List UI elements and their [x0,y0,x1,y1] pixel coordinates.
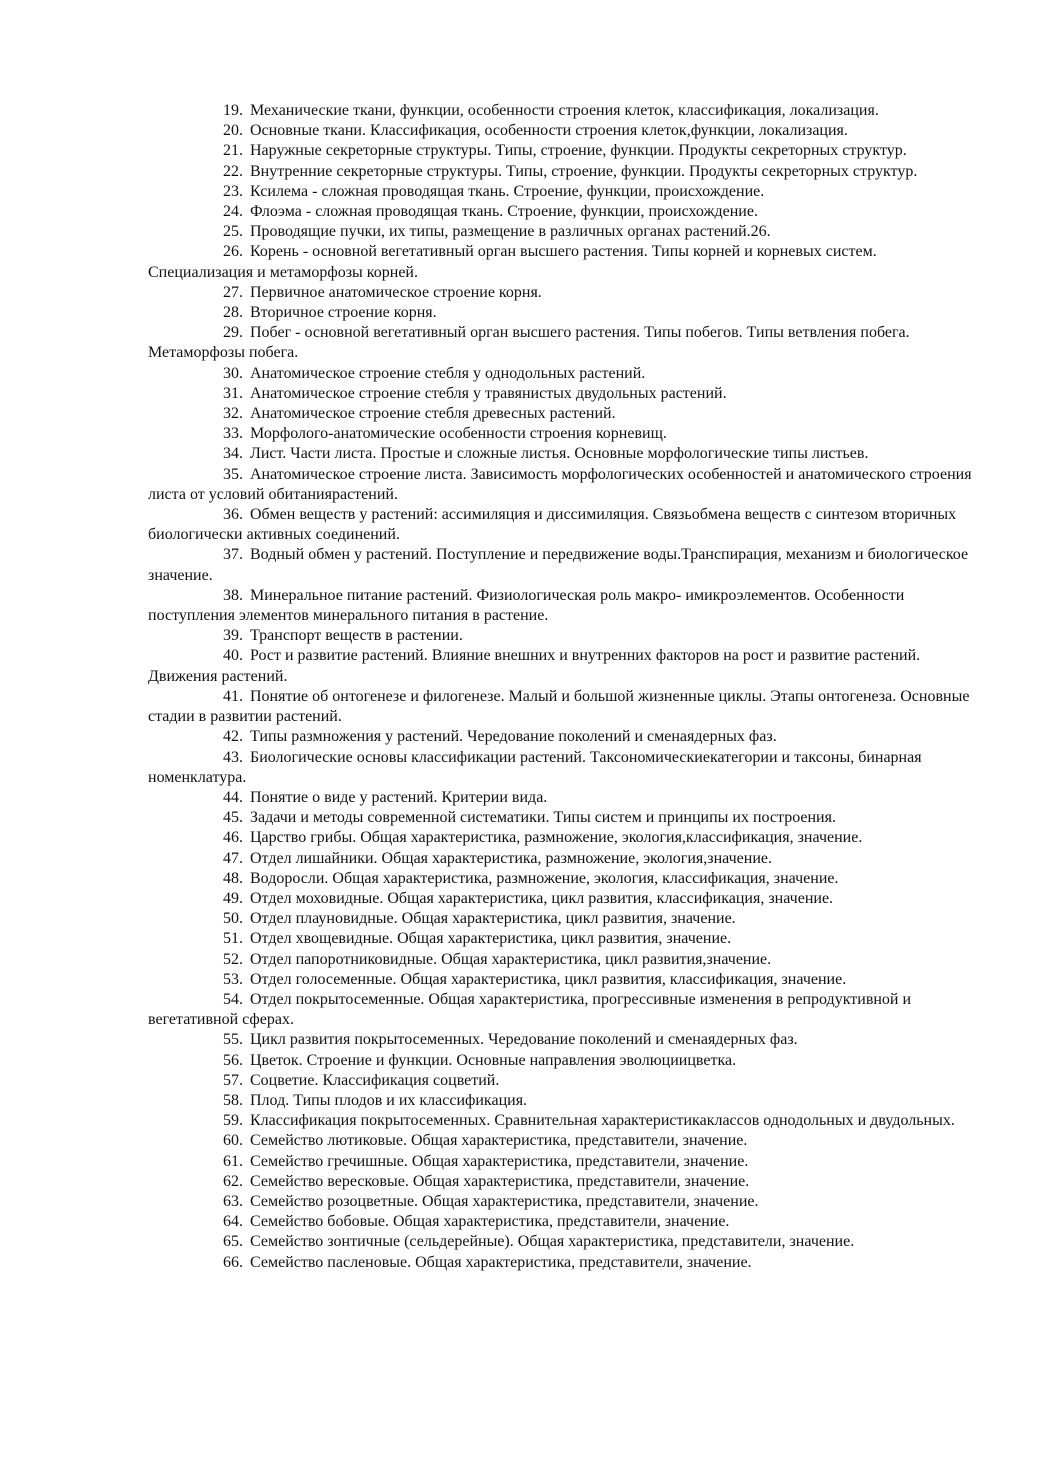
item-text: Семейство пасленовые. Общая характеристика, представители, значение. [250,1253,752,1271]
list-item [148,909,973,929]
item-number: 41. [223,687,243,705]
item-number: 50. [223,910,243,928]
list-item [148,162,973,182]
list-item [148,929,973,949]
item-text: Проводящие пучки, их типы, размещение в различных органах растений.26. [250,223,771,241]
item-number: 33. [223,425,243,443]
item-number: 28. [223,304,243,322]
list-item [148,384,973,404]
list-item [148,202,973,222]
item-text: Рост и развитие растений. Влияние внешних и внутренних факторов на рост и развитие растений. Движения растений. [148,647,921,685]
item-text: Семейство лютиковые. Общая характеристика, представители, значение. [250,1132,748,1150]
item-text: Цветок. Строение и функции. Основные направления эволюциицветка. [250,1051,737,1069]
list-item [148,545,973,585]
list-item [148,889,973,909]
item-text: Царство грибы. Общая характеристика, размножение, экология,классификация, значение. [250,829,863,847]
list-item [148,970,973,990]
item-text: Отдел голосеменные. Общая характеристика, цикл развития, классификация, значение. [250,970,847,988]
list-item [148,646,973,686]
list-item [148,141,973,161]
item-text: Обмен веществ у растений: ассимиляция и диссимиляция. Связьобмена веществ с синтезом вторичных биологически активных соединений. [148,506,957,544]
item-text: Внутренние секреторные структуры. Типы, строение, функции. Продукты секреторных структур. [250,162,918,180]
item-text: Цикл развития покрытосеменных. Чередование поколений и сменаядерных фаз. [250,1031,798,1049]
item-number: 61. [223,1152,243,1170]
item-number: 25. [223,223,243,241]
list-item [148,323,973,363]
item-text: Флоэма - сложная проводящая ткань. Строение, функции, происхождение. [250,203,758,221]
item-number: 23. [223,182,243,200]
item-number: 63. [223,1192,243,1210]
item-text: Плод. Типы плодов и их классификация. [250,1091,528,1109]
item-text: Понятие об онтогенезе и филогенезе. Малый и большой жизненные циклы. Этапы онтогенеза. Основные стадии в развитии растений. [148,687,970,726]
item-text: Биологические основы классификации растений. Таксономическиекатегории и таксоны, бинарная номенклатура. [148,748,922,786]
item-number: 29. [223,324,243,342]
item-text: Анатомическое строение листа. Зависимость морфологических особенностей и анатомического строения листа от условий обитаниярастений. [148,465,972,503]
item-number: 43. [223,748,243,766]
item-text: Механические ткани, функции, особенности строения клеток, классификация, локализация. [250,102,879,119]
item-number: 48. [223,869,243,887]
item-text: Отдел хвощевидные. Общая характеристика, цикл развития, значение. [250,930,732,948]
list-item [148,849,973,869]
item-number: 46. [223,829,243,847]
list-item [148,748,973,788]
item-number: 36. [223,506,243,524]
item-number: 49. [223,889,243,907]
item-number: 45. [223,809,243,827]
item-number: 39. [223,627,243,645]
item-number: 38. [223,586,243,604]
item-text: Морфолого-анатомические особенности строения корневищ. [250,425,667,443]
item-text: Отдел плауновидные. Общая характеристика, цикл развития, значение. [250,910,736,928]
item-number: 60. [223,1132,243,1150]
item-text: Семейство гречишные. Общая характеристика, представители, значение. [250,1152,749,1170]
list-item [148,1172,973,1192]
list-item [148,626,973,646]
item-text: Семейство розоцветные. Общая характеристика, представители, значение. [250,1192,759,1210]
item-number: 64. [223,1213,243,1231]
list-item [148,222,973,242]
item-text: Вторичное строение корня. [250,304,437,322]
list-item [148,444,973,464]
item-number: 52. [223,950,243,968]
item-number: 40. [223,647,243,665]
list-item [148,101,973,121]
item-text: Минеральное питание растений. Физиологическая роль макро- имикроэлементов. Особенности поступления элементов минерального питания в растение. [148,586,905,625]
item-number: 55. [223,1031,243,1049]
item-number: 35. [223,465,243,483]
list-item [148,808,973,828]
item-text: Анатомическое строение стебля древесных растений. [250,405,616,423]
item-text: Отдел покрытосеменные. Общая характеристика, прогрессивные изменения в репродуктивной и вегетативной сферах. [148,990,912,1029]
item-text: Корень - основной вегетативный орган высшего растения. Типы корней и корневых систем. Специализация и метаморфозы корней. [148,243,877,281]
item-number: 34. [223,445,243,463]
list-item [148,424,973,444]
list-item [148,727,973,747]
item-number: 51. [223,930,243,948]
item-text: Отдел папоротниковидные. Общая характеристика, цикл развития,значение. [250,950,772,968]
list-item [148,586,973,626]
document-page [148,101,973,1273]
item-number: 59. [223,1112,243,1130]
list-item [148,303,973,323]
item-number: 66. [223,1253,243,1271]
item-number: 44. [223,788,243,806]
item-text: Побег - основной вегетативный орган высшего растения. Типы побегов. Типы ветвления побега. Метаморфозы побега. [148,324,910,362]
item-number: 20. [223,122,243,140]
list-item [148,1232,973,1252]
item-text: Транспорт веществ в растении. [250,627,463,645]
list-item [148,505,973,545]
list-item [148,828,973,848]
item-text: Задачи и методы современной систематики. Типы систем и принципы их построения. [250,809,836,827]
item-number: 21. [223,142,243,160]
item-number: 53. [223,970,243,988]
list-item [148,950,973,970]
list-item [148,1192,973,1212]
list-item [148,182,973,202]
item-number: 19. [223,102,243,119]
list-item [148,1030,973,1050]
list-item [148,1212,973,1232]
item-number: 57. [223,1071,243,1089]
item-text: Семейство бобовые. Общая характеристика, представители, значение. [250,1213,730,1231]
item-text: Ксилема - сложная проводящая ткань. Строение, функции, происхождение. [250,182,765,200]
item-number: 65. [223,1233,243,1251]
item-text: Наружные секреторные структуры. Типы, строение, функции. Продукты секреторных структур. [250,142,907,160]
item-text: Первичное анатомическое строение корня. [250,283,542,301]
item-text: Соцветие. Классификация соцветий. [250,1071,500,1089]
item-number: 32. [223,405,243,423]
item-text: Классификация покрытосеменных. Сравнительная характеристикаклассов однодольных и двудольных. [250,1112,955,1130]
item-number: 30. [223,364,243,382]
item-number: 26. [223,243,243,261]
item-text: Понятие о виде у растений. Критерии вида. [250,788,548,806]
item-text: Водоросли. Общая характеристика, размножение, экология, классификация, значение. [250,869,839,887]
list-item [148,687,973,727]
item-text: Основные ткани. Классификация, особенности строения клеток,функции, локализация. [250,122,848,140]
item-text: Отдел лишайники. Общая характеристика, размножение, экология,значение. [250,849,772,867]
list-item [148,242,973,282]
list-item [148,869,973,889]
item-number: 42. [223,728,243,746]
item-number: 62. [223,1172,243,1190]
list-item [148,1051,973,1071]
item-number: 31. [223,384,243,402]
item-number: 47. [223,849,243,867]
list-item [148,1111,973,1131]
list-item [148,283,973,303]
list-item [148,1253,973,1273]
item-text: Семейство вересковые. Общая характеристика, представители, значение. [250,1172,750,1190]
item-number: 54. [223,990,243,1008]
list-item [148,1152,973,1172]
item-text: Водный обмен у растений. Поступление и передвижение воды.Транспирация, механизм и биологическое значение. [148,546,969,584]
list-item [148,788,973,808]
item-text: Анатомическое строение стебля у травянистых двудольных растений. [250,384,727,402]
list-item [148,1131,973,1151]
item-number: 22. [223,162,243,180]
item-text: Типы размножения у растений. Чередование поколений и сменаядерных фаз. [250,728,777,746]
item-number: 56. [223,1051,243,1069]
item-number: 37. [223,546,243,564]
item-number: 27. [223,283,243,301]
list-item [148,404,973,424]
item-text: Семейство зонтичные (сельдерейные). Общая характеристика, представители, значение. [250,1233,855,1251]
list-item [148,465,973,505]
list-item [148,364,973,384]
item-text: Анатомическое строение стебля у однодольных растений. [250,364,646,382]
list-item [148,990,973,1030]
list-item [148,1071,973,1091]
item-text: Лист. Части листа. Простые и сложные листья. Основные морфологические типы листьев. [250,445,869,463]
list-item [148,121,973,141]
list-item [148,1091,973,1111]
item-text: Отдел моховидные. Общая характеристика, цикл развития, классификация, значение. [250,889,834,907]
item-number: 24. [223,203,243,221]
item-number: 58. [223,1091,243,1109]
